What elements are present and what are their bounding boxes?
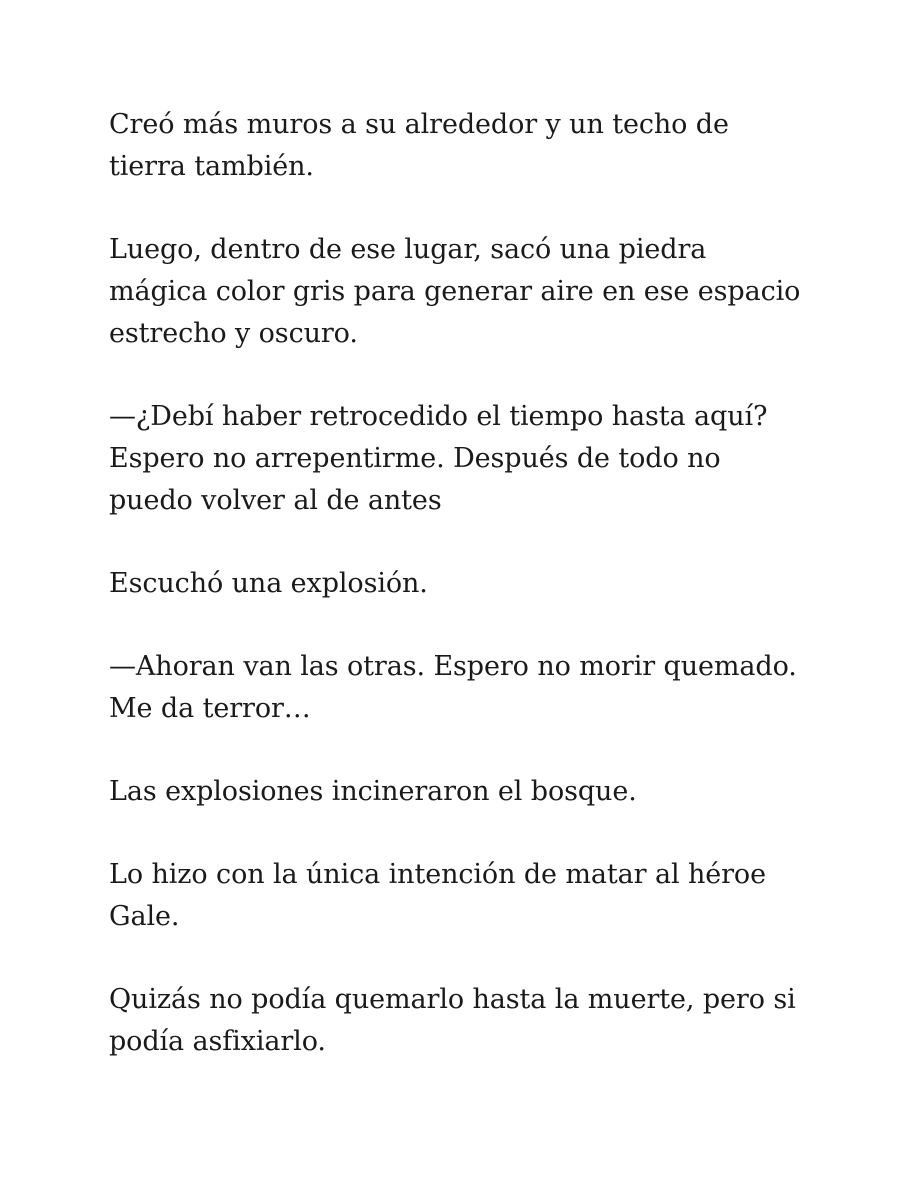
paragraph: —¿Debí haber retrocedido el tiempo hasta aquí? Espero no arrepentirme. Después de todo no puedo volver al de antes xyxy=(109,401,768,516)
paragraph: —Ahoran van las otras. Espero no morir quemado. Me da terror… xyxy=(109,651,797,724)
paragraph: Quizás no podía quemarlo hasta la muerte, pero si podía asfixiarlo. xyxy=(109,984,796,1057)
paragraph: Las explosiones incineraron el bosque. xyxy=(109,776,637,807)
document-page xyxy=(109,104,809,1104)
paragraph: Escuchó una explosión. xyxy=(109,568,428,599)
paragraph: Creó más muros a su alrededor y un techo de tierra también. xyxy=(109,109,729,182)
paragraph: Lo hizo con la única intención de matar al héroe Gale. xyxy=(109,859,766,932)
paragraph: Luego, dentro de ese lugar, sacó una piedra mágica color gris para generar aire en ese espacio estrecho y oscuro. xyxy=(109,234,801,349)
